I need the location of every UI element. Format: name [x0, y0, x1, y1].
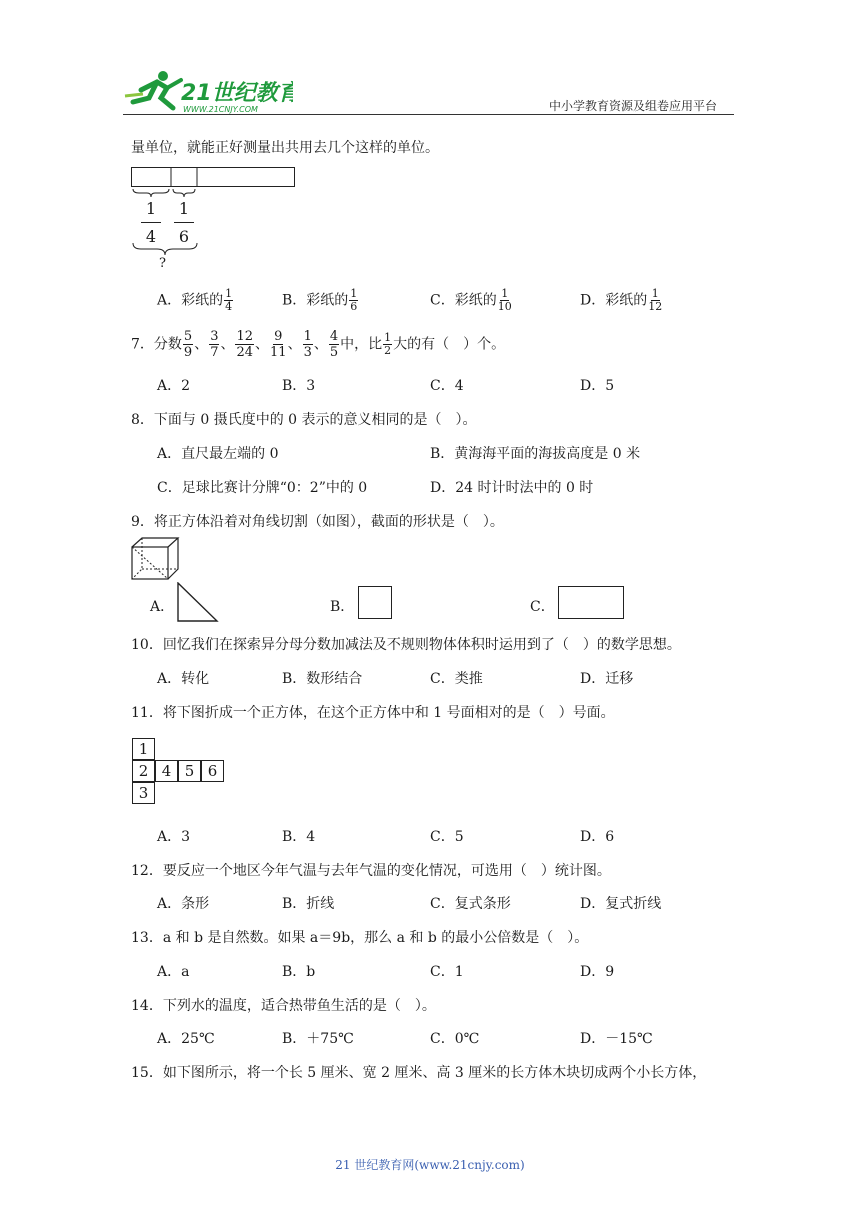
q14-option-d[interactable]: D．－15℃ — [580, 1031, 653, 1047]
q6-option-b[interactable] — [282, 288, 359, 313]
separator: 、 — [220, 336, 235, 353]
q7-suffix: 大的有（ ）个。 — [393, 336, 506, 353]
logo-text: 21世纪教育 — [181, 81, 293, 106]
q11-option-b[interactable]: B．4 — [282, 829, 316, 845]
frac-num: 1 — [225, 287, 233, 300]
q7-option-b[interactable]: B．3 — [282, 378, 316, 394]
q6-diagram — [131, 167, 301, 277]
q10-stem: 10．回忆我们在探索异分母分数加减法及不规则物体体积时运用到了（ ）的数学思想。 — [131, 637, 681, 653]
q6-text: 量单位，就能正好测量出共用去几个这样的单位。 — [131, 140, 439, 156]
q6-question-mark: ? — [159, 256, 166, 271]
frac-num: 1 — [350, 287, 358, 300]
q14-option-a[interactable]: A．25℃ — [157, 1031, 215, 1047]
q7-stem — [131, 329, 505, 360]
frac-den: 4 — [225, 300, 233, 313]
frac-num: 1 — [303, 329, 312, 344]
q13-option-b[interactable]: B．b — [282, 964, 316, 980]
net-face-1: 1 — [132, 738, 155, 760]
q10-option-a[interactable]: A．转化 — [157, 671, 210, 687]
frac-num: 3 — [210, 329, 219, 344]
option-text: 彩纸的 — [306, 292, 349, 309]
option-text: 彩纸的 — [454, 292, 497, 309]
option-key: D． — [580, 292, 606, 309]
q14-stem: 14．下列水的温度，适合热带鱼生活的是（ ）。 — [131, 998, 436, 1014]
platform-name: 中小学教育资源及组卷应用平台 — [549, 99, 718, 113]
q8-option-c[interactable]: C．足球比赛计分牌“0：2”中的 0 — [157, 480, 368, 496]
header-divider — [123, 114, 734, 115]
option-key: A． — [157, 292, 182, 309]
separator: 、 — [255, 336, 270, 353]
footer-source[interactable]: 21 世纪教育网(www.21cnjy.com) — [335, 1158, 525, 1172]
separator: 、 — [287, 336, 302, 353]
separator: 、 — [194, 336, 209, 353]
question-number: 7． — [131, 336, 154, 353]
q7-option-d[interactable]: D．5 — [580, 378, 615, 394]
q8-option-b[interactable]: B．黄海海平面的海拔高度是 0 米 — [430, 446, 641, 462]
q6-frac2-den: 6 — [178, 227, 190, 246]
q14-option-b[interactable]: B．＋75℃ — [282, 1031, 354, 1047]
q9-option-c[interactable]: C． — [530, 596, 555, 616]
frac-den: 10 — [497, 300, 512, 313]
q10-option-b[interactable]: B．数形结合 — [282, 671, 363, 687]
frac-den: 5 — [329, 345, 339, 360]
frac-num: 1 — [384, 331, 392, 344]
option-text: 彩纸的 — [605, 292, 648, 309]
q13-stem: 13．a 和 b 是自然数。如果 a＝9b，那么 a 和 b 的最小公倍数是（ ）。 — [131, 930, 589, 946]
q12-option-d[interactable]: D．复式折线 — [580, 896, 662, 912]
square-shape — [358, 586, 392, 619]
runner-icon — [125, 71, 181, 108]
q6-frac2-num: 1 — [178, 199, 190, 218]
q7-mid: 中，比 — [340, 336, 383, 353]
frac-num: 5 — [183, 329, 193, 344]
q12-option-b[interactable]: B．折线 — [282, 896, 335, 912]
net-face-4: 4 — [155, 760, 178, 782]
frac-num: 12 — [236, 329, 254, 344]
q8-stem: 8．下面与 0 摄氏度中的 0 表示的意义相同的是（ ）。 — [131, 412, 477, 428]
site-logo — [123, 68, 293, 114]
q11-option-d[interactable]: D．6 — [580, 829, 615, 845]
q9-cube-figure — [131, 537, 181, 585]
q9-option-a[interactable]: A． — [150, 596, 174, 616]
frac-num: 9 — [274, 329, 283, 344]
q6-frac1-den: 4 — [145, 227, 157, 246]
q9-option-b[interactable]: B． — [330, 596, 354, 616]
q9-stem: 9．将正方体沿着对角线切割（如图），截面的形状是（ ）。 — [131, 514, 504, 530]
option-key: B． — [282, 292, 307, 309]
frac-den: 9 — [183, 345, 193, 360]
q7-option-a[interactable]: A．2 — [157, 378, 191, 394]
q12-option-c[interactable]: C．复式条形 — [430, 896, 511, 912]
frac-den: 3 — [303, 345, 312, 360]
q15-stem: 15．如下图所示，将一个长 5 厘米、宽 2 厘米、高 3 厘米的长方体木块切成两个小长方体， — [131, 1065, 707, 1081]
frac-num: 1 — [651, 287, 659, 300]
rectangle-shape — [558, 586, 624, 619]
triangle-shape — [176, 582, 220, 624]
q14-option-c[interactable]: C．0℃ — [430, 1031, 480, 1047]
frac-num: 1 — [501, 287, 509, 300]
q11-option-a[interactable]: A．3 — [157, 829, 191, 845]
frac-den: 6 — [350, 300, 358, 313]
q7-option-c[interactable]: C．4 — [430, 378, 464, 394]
q10-option-c[interactable]: C．类推 — [430, 671, 483, 687]
frac-den: 12 — [648, 300, 663, 313]
q13-option-d[interactable]: D．9 — [580, 964, 615, 980]
frac-den: 7 — [210, 345, 219, 360]
frac-num: 4 — [329, 329, 339, 344]
logo-url: WWW.21CNJY.COM — [183, 105, 258, 114]
net-face-3: 3 — [132, 782, 155, 804]
frac-den: 11 — [270, 345, 287, 360]
q10-option-d[interactable]: D．迁移 — [580, 671, 634, 687]
q6-option-a[interactable] — [157, 288, 234, 313]
net-face-2: 2 — [132, 760, 155, 782]
net-face-5: 5 — [178, 760, 201, 782]
q13-option-c[interactable]: C．1 — [430, 964, 464, 980]
q12-stem: 12．要反应一个地区今年气温与去年气温的变化情况，可选用（ ）统计图。 — [131, 863, 611, 879]
frac-den: 24 — [236, 345, 254, 360]
option-text: 彩纸的 — [181, 292, 224, 309]
q11-stem: 11．将下图折成一个正方体，在这个正方体中和 1 号面相对的是（ ）号面。 — [131, 705, 615, 721]
q8-option-a[interactable]: A．直尺最左端的 0 — [157, 446, 279, 462]
separator: 、 — [313, 336, 328, 353]
q8-option-d[interactable]: D．24 时计时法中的 0 时 — [430, 480, 594, 496]
frac-den: 2 — [384, 344, 392, 357]
q13-option-a[interactable]: A．a — [157, 964, 190, 980]
q6-frac1-num: 1 — [145, 199, 157, 218]
q12-option-a[interactable]: A．条形 — [157, 896, 210, 912]
q11-option-c[interactable]: C．5 — [430, 829, 464, 845]
q6-option-d[interactable] — [580, 288, 663, 313]
q11-cube-net — [132, 738, 226, 804]
q7-prefix: 分数 — [153, 336, 182, 353]
q6-frac1-bar — [141, 222, 161, 223]
q6-option-c[interactable] — [430, 288, 513, 313]
option-key: C． — [430, 292, 455, 309]
net-face-6: 6 — [201, 760, 224, 782]
q6-frac2-bar — [174, 222, 194, 223]
